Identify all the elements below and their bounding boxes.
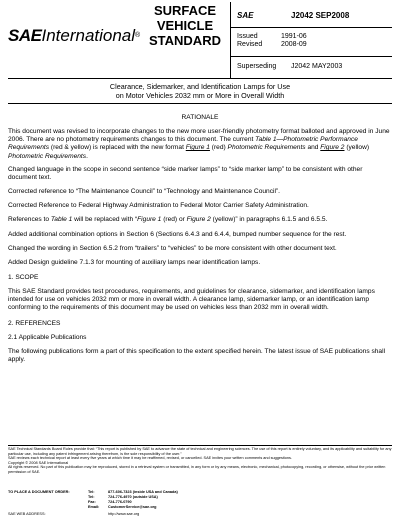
p5-text-b: will be replaced with “: [72, 216, 138, 223]
photometric-requirements-ref-1: Photometric Requirements: [227, 144, 306, 152]
footer-rules-text: SAE Technical Standards Board Rules provide that: “This report is published by SAE to advance the state of technical and engineering sciences. The use of this report is entirely voluntary, and its applicability and suitability for any particular use, including any patent infringement arising therefrom, is the sole responsibility of the user.”: [8, 447, 392, 456]
photometric-requirements-ref-2: Photometric Requirements: [8, 152, 87, 160]
p1-text-b: (red & yellow) is replaced with the new format: [49, 144, 186, 152]
order-label: TO PLACE A DOCUMENT ORDER:: [8, 490, 70, 494]
fax-value: 724-776-0790: [108, 500, 132, 504]
rationale-paragraph-8: Added Design guideline 7.1.3 for mounting of auxiliary lamps near identification lamps.: [8, 259, 261, 266]
footer-rights-text: All rights reserved. No part of this publication may be reproduced, stored in a retrieval system or transmitted, in any form or by any means, electronic, mechanical, photocopying, recording, or otherwise, without the prior written permission of SAE.: [8, 465, 386, 474]
document-title: [40, 82, 360, 100]
document-info-box: [231, 2, 392, 78]
document-title-line-1: Clearance, Sidemarker, and Identification Lamps for Use: [109, 82, 291, 91]
revised-label: Revised: [237, 41, 263, 48]
p1-text-f: .: [86, 152, 88, 160]
document-id-row: [231, 2, 392, 28]
rationale-paragraph-4: Corrected Reference to Federal Highway Administration to Federal Motor Carrier Safety Administration.: [8, 202, 309, 209]
rationale-paragraph-5: [8, 216, 392, 224]
header-bottom-rule: [8, 78, 392, 79]
figure-2-link[interactable]: Figure 2: [320, 144, 345, 152]
references-paragraph: The following publications form a part of this specification to the extent specified herein. The latest issue of SAE publications shall apply.: [8, 348, 386, 364]
web-address-label: SAE WEB ADDRESS:: [8, 512, 46, 516]
figure-1-ref: Figure 1: [137, 216, 162, 223]
rationale-heading: RATIONALE: [181, 114, 219, 121]
document-footer: [8, 447, 392, 475]
rationale-paragraph-2: Changed language in the scope in second sentence “side marker lamps” to “side marker lamp” to be consistent with other document text.: [8, 166, 363, 182]
email-label: Email:: [88, 505, 100, 509]
standard-type-line-1: SURFACE: [153, 3, 217, 18]
section-2-1-heading: 2.1 Applicable Publications: [8, 334, 87, 341]
p5-text-c: (red) or: [161, 216, 187, 223]
p5-text-a: References to: [8, 216, 51, 223]
web-address-link[interactable]: http://www.sae.org: [108, 512, 140, 516]
document-title-line-2: on Motor Vehicles 2032 mm or More in Overall Width: [115, 91, 285, 100]
p1-text-c: (red): [209, 144, 228, 152]
sae-small-logo: SAE: [237, 11, 254, 20]
logo-sae: SAE: [8, 26, 42, 45]
logo-registered-mark: ®: [135, 32, 141, 39]
superseding-label: Superseding: [237, 63, 277, 70]
document-header: [8, 2, 392, 78]
rationale-paragraph-1: [8, 128, 392, 161]
document-id: J2042 SEP2008: [291, 11, 350, 20]
email-link[interactable]: CustomerService@sae.org: [108, 505, 157, 509]
tel-value[interactable]: 877-606-7323 (inside USA and Canada): [108, 490, 178, 494]
standard-type-title: [142, 3, 228, 48]
rationale-paragraph-3: Corrected reference to “The Maintenance Council” to “Technology and Maintenance Council”.: [8, 188, 280, 195]
rationale-paragraph-7: Changed the wording in Section 6.5.2 from “trailers” to “vehicles” to be more consistent with other document text.: [8, 245, 337, 252]
rationale-paragraph-6: Added additional combination options in Section 6 (Sections 6.4.3 and 6.4.4, bumped number sequence for the rest.: [8, 231, 347, 238]
scope-paragraph: This SAE Standard provides test procedures, requirements, and guidelines for clearance, sidemarker, and identification lamps intended for use on vehicles 2032 mm or more in overall width. A clearance lamp, sidemarker lamp, or an identification lamp conforming to the requirements of this document may be used on vehicles less than 2032 mm in overall width.: [8, 288, 375, 312]
p1-text-a: This document was revised to incorporate changes to the new more user-friendly photometry format balloted and approved in June 2006. There are no photometry requirements changes to this document. The current: [8, 128, 390, 144]
section-2-heading: 2. REFERENCES: [8, 320, 61, 327]
footer-rule: [8, 445, 392, 446]
issued-label: Issued: [237, 33, 258, 40]
footer-review-text: SAE reviews each technical report at least every five years at which time it may be reaffirmed, revised, or cancelled. SAE invites your written comments and suggestions.: [8, 456, 292, 461]
p1-text-d: and: [305, 144, 321, 152]
issued-value: 1991-06: [281, 33, 307, 40]
tel2-value[interactable]: 724-776-4970 (outside USA): [108, 495, 158, 499]
figure-2-ref: Figure 2: [186, 216, 211, 223]
standard-type-line-3: STANDARD: [149, 33, 221, 48]
p1-text-e: (yellow): [344, 144, 370, 152]
table-1-reference: Table 1—Photometric Performance Requirements: [8, 136, 358, 152]
p5-text-d: (yellow)” in paragraphs 6.1.5 and 6.5.5.: [210, 216, 328, 223]
info-row-divider: [231, 56, 392, 57]
footer-copyright: Copyright © 2008 SAE International: [8, 460, 69, 465]
tel2-label: Tel:: [88, 495, 95, 499]
table-1-ref: Table 1: [50, 216, 73, 223]
sae-international-logo: [8, 26, 140, 46]
tel-label: Tel:: [88, 490, 95, 494]
revised-value: 2008-09: [281, 41, 307, 48]
fax-label: Fax:: [88, 500, 96, 504]
section-1-heading: 1. SCOPE: [8, 274, 39, 281]
figure-1-link[interactable]: Figure 1: [185, 144, 210, 152]
title-rule: [8, 103, 392, 104]
standard-type-line-2: VEHICLE: [156, 18, 214, 33]
superseding-value: J2042 MAY2003: [291, 63, 343, 70]
logo-international: International: [41, 26, 136, 45]
